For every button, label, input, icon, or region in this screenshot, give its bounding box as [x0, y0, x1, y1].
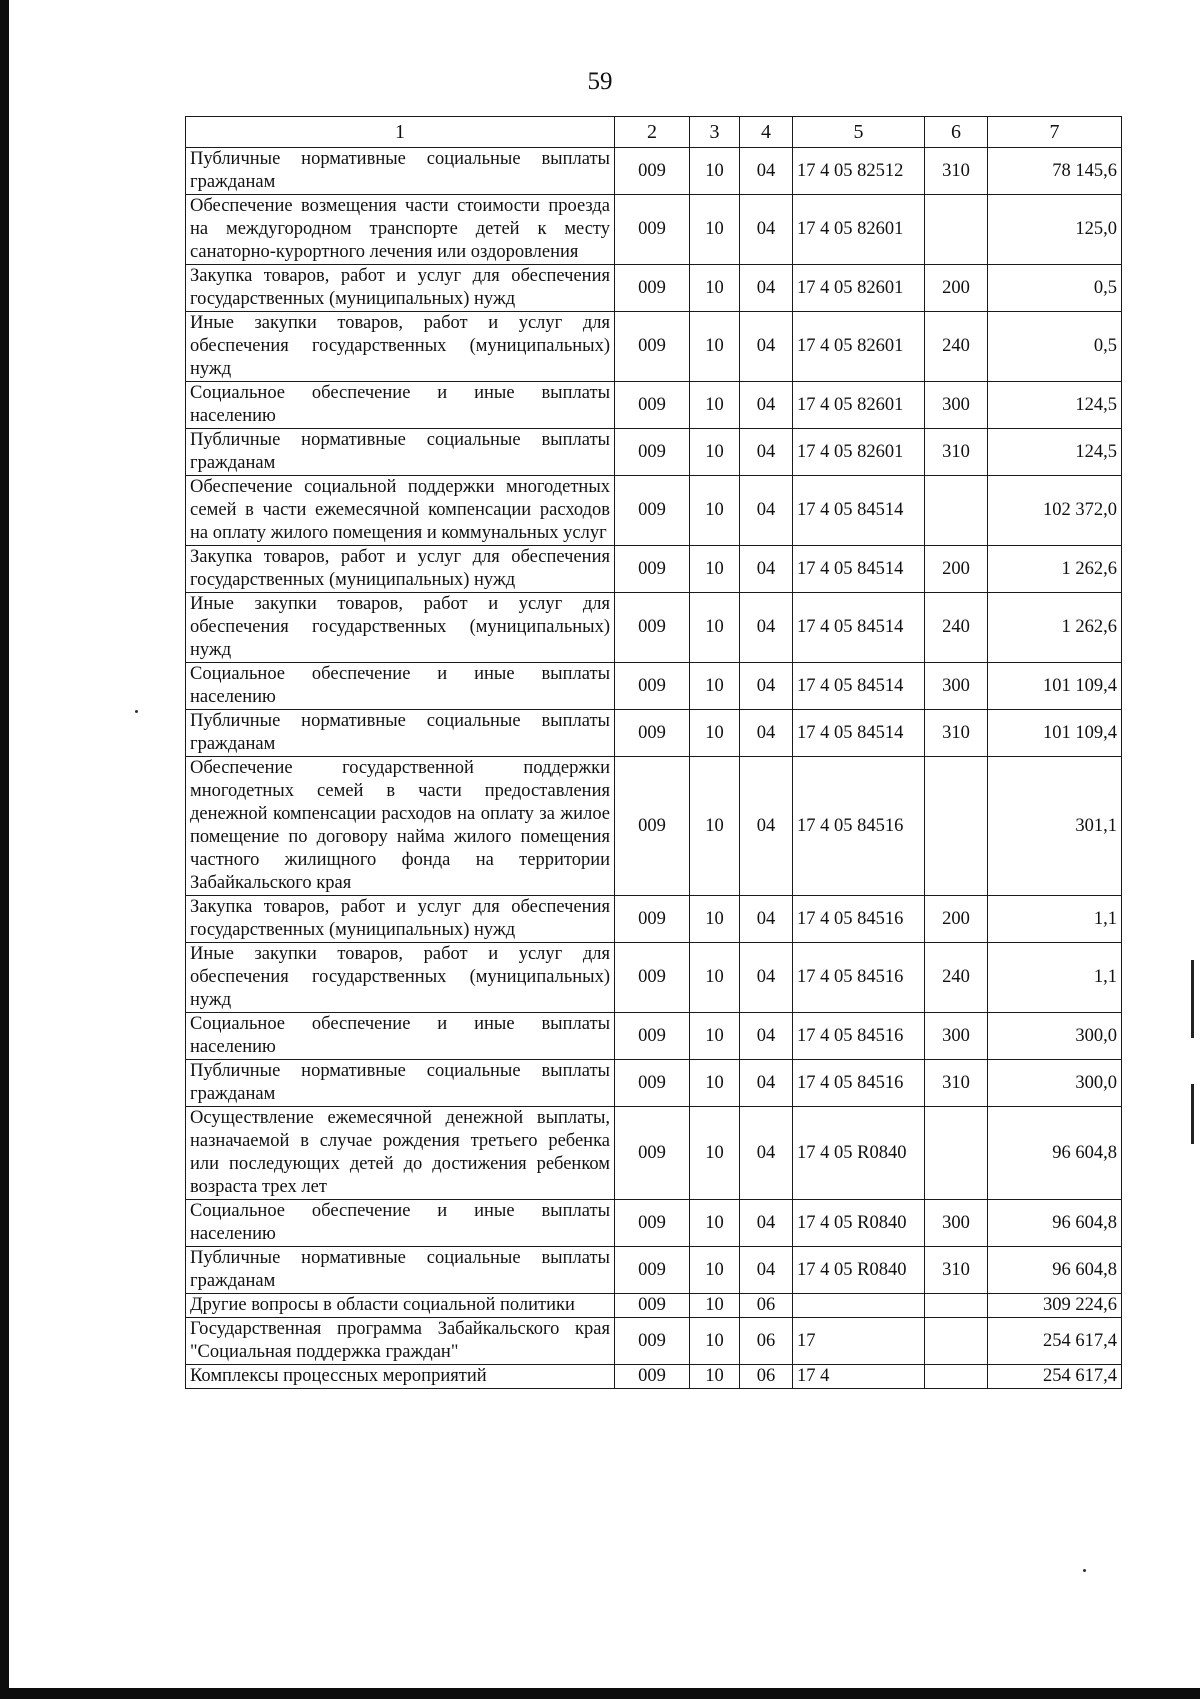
section-code-cell: 009 — [615, 1200, 690, 1247]
chapter-code-cell: 10 — [690, 710, 740, 757]
expense-type-cell: 240 — [925, 593, 988, 663]
amount-cell: 1,1 — [988, 896, 1122, 943]
amount-cell: 78 145,6 — [988, 148, 1122, 195]
table-row — [186, 265, 1122, 312]
row-name-cell: Обеспечение возмещения части стоимости проезда на междугородном транспорте детей к месту санаторно-курортного лечения или оздоровления — [186, 195, 615, 265]
amount-cell: 102 372,0 — [988, 476, 1122, 546]
subsection-code-cell: 04 — [740, 382, 793, 429]
target-article-cell: 17 4 05 R0840 — [793, 1247, 925, 1294]
subsection-code-cell: 04 — [740, 593, 793, 663]
column-header: 4 — [740, 117, 793, 148]
table-row — [186, 710, 1122, 757]
table-row — [186, 195, 1122, 265]
section-code-cell: 009 — [615, 1060, 690, 1107]
amount-cell: 96 604,8 — [988, 1107, 1122, 1200]
row-name-cell: Иные закупки товаров, работ и услуг для обеспечения государственных (муниципальных) нужд — [186, 593, 615, 663]
section-code-cell: 009 — [615, 593, 690, 663]
target-article-cell: 17 4 05 82601 — [793, 195, 925, 265]
chapter-code-cell: 10 — [690, 593, 740, 663]
subsection-code-cell: 04 — [740, 312, 793, 382]
table-row — [186, 429, 1122, 476]
amount-cell: 300,0 — [988, 1060, 1122, 1107]
amount-cell: 101 109,4 — [988, 663, 1122, 710]
expense-type-cell: 240 — [925, 943, 988, 1013]
target-article-cell — [793, 1294, 925, 1318]
column-header: 7 — [988, 117, 1122, 148]
section-code-cell: 009 — [615, 1247, 690, 1294]
target-article-cell: 17 4 05 84516 — [793, 943, 925, 1013]
row-name-cell: Закупка товаров, работ и услуг для обеспечения государственных (муниципальных) нужд — [186, 896, 615, 943]
expense-type-cell: 310 — [925, 1060, 988, 1107]
chapter-code-cell: 10 — [690, 312, 740, 382]
section-code-cell: 009 — [615, 476, 690, 546]
scan-speck — [135, 710, 138, 713]
amount-cell: 124,5 — [988, 382, 1122, 429]
chapter-code-cell: 10 — [690, 429, 740, 476]
expense-type-cell: 310 — [925, 429, 988, 476]
section-code-cell: 009 — [615, 1107, 690, 1200]
chapter-code-cell: 10 — [690, 1294, 740, 1318]
table-row — [186, 757, 1122, 896]
expense-type-cell: 300 — [925, 382, 988, 429]
header-row — [186, 117, 1122, 148]
section-code-cell: 009 — [615, 265, 690, 312]
chapter-code-cell: 10 — [690, 476, 740, 546]
row-name-cell: Обеспечение государственной поддержки многодетных семей в части предоставления денежной компенсации расходов на оплату за жилое помещение по договору найма жилого помещения частного жилищного фонда на территории Забайкальского края — [186, 757, 615, 896]
target-article-cell: 17 4 05 84516 — [793, 896, 925, 943]
expense-type-cell: 300 — [925, 1013, 988, 1060]
subsection-code-cell: 04 — [740, 195, 793, 265]
amount-cell: 96 604,8 — [988, 1200, 1122, 1247]
subsection-code-cell: 04 — [740, 546, 793, 593]
section-code-cell: 009 — [615, 1365, 690, 1389]
scan-mark — [1191, 1084, 1194, 1144]
subsection-code-cell: 04 — [740, 265, 793, 312]
table-row — [186, 1200, 1122, 1247]
expense-type-cell: 300 — [925, 1200, 988, 1247]
amount-cell: 301,1 — [988, 757, 1122, 896]
expense-type-cell — [925, 195, 988, 265]
table-row — [186, 1247, 1122, 1294]
row-name-cell: Публичные нормативные социальные выплаты гражданам — [186, 710, 615, 757]
amount-cell: 300,0 — [988, 1013, 1122, 1060]
subsection-code-cell: 04 — [740, 757, 793, 896]
section-code-cell: 009 — [615, 312, 690, 382]
chapter-code-cell: 10 — [690, 896, 740, 943]
chapter-code-cell: 10 — [690, 148, 740, 195]
scan-speck — [1083, 1569, 1086, 1572]
column-header: 2 — [615, 117, 690, 148]
target-article-cell: 17 4 05 84514 — [793, 546, 925, 593]
section-code-cell: 009 — [615, 382, 690, 429]
section-code-cell: 009 — [615, 1294, 690, 1318]
row-name-cell: Закупка товаров, работ и услуг для обеспечения государственных (муниципальных) нужд — [186, 265, 615, 312]
table-row — [186, 663, 1122, 710]
target-article-cell: 17 4 05 84516 — [793, 1013, 925, 1060]
section-code-cell: 009 — [615, 195, 690, 265]
chapter-code-cell: 10 — [690, 546, 740, 593]
table-row — [186, 476, 1122, 546]
section-code-cell: 009 — [615, 429, 690, 476]
amount-cell: 124,5 — [988, 429, 1122, 476]
subsection-code-cell: 04 — [740, 943, 793, 1013]
subsection-code-cell: 04 — [740, 1247, 793, 1294]
amount-cell: 254 617,4 — [988, 1365, 1122, 1389]
expense-type-cell: 200 — [925, 265, 988, 312]
row-name-cell: Социальное обеспечение и иные выплаты населению — [186, 382, 615, 429]
table-row — [186, 546, 1122, 593]
scan-mark — [1191, 960, 1194, 1038]
expense-type-cell: 310 — [925, 710, 988, 757]
amount-cell: 309 224,6 — [988, 1294, 1122, 1318]
subsection-code-cell: 04 — [740, 1013, 793, 1060]
target-article-cell: 17 4 05 82512 — [793, 148, 925, 195]
section-code-cell: 009 — [615, 943, 690, 1013]
column-header: 3 — [690, 117, 740, 148]
table-row — [186, 1060, 1122, 1107]
section-code-cell: 009 — [615, 896, 690, 943]
expense-type-cell: 310 — [925, 1247, 988, 1294]
chapter-code-cell: 10 — [690, 1318, 740, 1365]
target-article-cell: 17 4 05 84514 — [793, 663, 925, 710]
table-row — [186, 1013, 1122, 1060]
chapter-code-cell: 10 — [690, 757, 740, 896]
target-article-cell: 17 4 05 82601 — [793, 265, 925, 312]
target-article-cell: 17 — [793, 1318, 925, 1365]
expense-type-cell: 200 — [925, 546, 988, 593]
chapter-code-cell: 10 — [690, 1365, 740, 1389]
section-code-cell: 009 — [615, 1318, 690, 1365]
target-article-cell: 17 4 05 82601 — [793, 312, 925, 382]
subsection-code-cell: 04 — [740, 710, 793, 757]
table-row — [186, 1294, 1122, 1318]
table-row — [186, 1318, 1122, 1365]
target-article-cell: 17 4 05 84514 — [793, 593, 925, 663]
table-row — [186, 382, 1122, 429]
expense-type-cell: 300 — [925, 663, 988, 710]
target-article-cell: 17 4 05 R0840 — [793, 1200, 925, 1247]
section-code-cell: 009 — [615, 1013, 690, 1060]
chapter-code-cell: 10 — [690, 943, 740, 1013]
subsection-code-cell: 04 — [740, 663, 793, 710]
row-name-cell: Другие вопросы в области социальной политики — [186, 1294, 615, 1318]
row-name-cell: Комплексы процессных мероприятий — [186, 1365, 615, 1389]
amount-cell: 96 604,8 — [988, 1247, 1122, 1294]
amount-cell: 254 617,4 — [988, 1318, 1122, 1365]
subsection-code-cell: 04 — [740, 148, 793, 195]
row-name-cell: Осуществление ежемесячной денежной выплаты, назначаемой в случае рождения третьего ребенка или последующих детей до достижения ребенком возраста трех лет — [186, 1107, 615, 1200]
subsection-code-cell: 04 — [740, 1200, 793, 1247]
row-name-cell: Публичные нормативные социальные выплаты гражданам — [186, 148, 615, 195]
target-article-cell: 17 4 05 84516 — [793, 1060, 925, 1107]
chapter-code-cell: 10 — [690, 1013, 740, 1060]
row-name-cell: Государственная программа Забайкальского края "Социальная поддержка граждан" — [186, 1318, 615, 1365]
section-code-cell: 009 — [615, 710, 690, 757]
row-name-cell: Иные закупки товаров, работ и услуг для обеспечения государственных (муниципальных) нужд — [186, 943, 615, 1013]
section-code-cell: 009 — [615, 757, 690, 896]
row-name-cell: Публичные нормативные социальные выплаты гражданам — [186, 1247, 615, 1294]
chapter-code-cell: 10 — [690, 1060, 740, 1107]
expense-type-cell — [925, 1318, 988, 1365]
expense-type-cell: 240 — [925, 312, 988, 382]
chapter-code-cell: 10 — [690, 1107, 740, 1200]
subsection-code-cell: 06 — [740, 1318, 793, 1365]
scan-bottom-border — [0, 1688, 1200, 1699]
row-name-cell: Обеспечение социальной поддержки многодетных семей в части ежемесячной компенсации расходов на оплату жилого помещения и коммунальных услуг — [186, 476, 615, 546]
amount-cell: 1 262,6 — [988, 546, 1122, 593]
subsection-code-cell: 04 — [740, 896, 793, 943]
amount-cell: 1 262,6 — [988, 593, 1122, 663]
expense-type-cell: 200 — [925, 896, 988, 943]
amount-cell: 0,5 — [988, 265, 1122, 312]
chapter-code-cell: 10 — [690, 1247, 740, 1294]
target-article-cell: 17 4 05 84516 — [793, 757, 925, 896]
expense-type-cell — [925, 757, 988, 896]
target-article-cell: 17 4 05 82601 — [793, 382, 925, 429]
subsection-code-cell: 04 — [740, 429, 793, 476]
row-name-cell: Закупка товаров, работ и услуг для обеспечения государственных (муниципальных) нужд — [186, 546, 615, 593]
table-row — [186, 593, 1122, 663]
column-header: 1 — [186, 117, 615, 148]
subsection-code-cell: 06 — [740, 1294, 793, 1318]
subsection-code-cell: 06 — [740, 1365, 793, 1389]
amount-cell: 101 109,4 — [988, 710, 1122, 757]
column-header: 6 — [925, 117, 988, 148]
chapter-code-cell: 10 — [690, 265, 740, 312]
table-row — [186, 943, 1122, 1013]
section-code-cell: 009 — [615, 148, 690, 195]
target-article-cell: 17 4 05 84514 — [793, 710, 925, 757]
expense-type-cell — [925, 1365, 988, 1389]
scan-left-border — [0, 0, 9, 1699]
row-name-cell: Социальное обеспечение и иные выплаты населению — [186, 1200, 615, 1247]
row-name-cell: Социальное обеспечение и иные выплаты населению — [186, 1013, 615, 1060]
subsection-code-cell: 04 — [740, 476, 793, 546]
subsection-code-cell: 04 — [740, 1060, 793, 1107]
row-name-cell: Иные закупки товаров, работ и услуг для обеспечения государственных (муниципальных) нужд — [186, 312, 615, 382]
expense-type-cell — [925, 476, 988, 546]
page-number: 59 — [587, 68, 613, 95]
row-name-cell: Социальное обеспечение и иные выплаты населению — [186, 663, 615, 710]
expense-type-cell: 310 — [925, 148, 988, 195]
target-article-cell: 17 4 05 R0840 — [793, 1107, 925, 1200]
chapter-code-cell: 10 — [690, 1200, 740, 1247]
amount-cell: 0,5 — [988, 312, 1122, 382]
section-code-cell: 009 — [615, 663, 690, 710]
chapter-code-cell: 10 — [690, 195, 740, 265]
amount-cell: 1,1 — [988, 943, 1122, 1013]
column-header: 5 — [793, 117, 925, 148]
table-row — [186, 896, 1122, 943]
target-article-cell: 17 4 05 82601 — [793, 429, 925, 476]
expense-type-cell — [925, 1107, 988, 1200]
budget-table — [185, 116, 1122, 1389]
section-code-cell: 009 — [615, 546, 690, 593]
table-row — [186, 1365, 1122, 1389]
amount-cell: 125,0 — [988, 195, 1122, 265]
row-name-cell: Публичные нормативные социальные выплаты гражданам — [186, 429, 615, 476]
expense-type-cell — [925, 1294, 988, 1318]
table-row — [186, 1107, 1122, 1200]
target-article-cell: 17 4 — [793, 1365, 925, 1389]
table-row — [186, 312, 1122, 382]
chapter-code-cell: 10 — [690, 382, 740, 429]
row-name-cell: Публичные нормативные социальные выплаты гражданам — [186, 1060, 615, 1107]
target-article-cell: 17 4 05 84514 — [793, 476, 925, 546]
table-row — [186, 148, 1122, 195]
subsection-code-cell: 04 — [740, 1107, 793, 1200]
table-body — [186, 148, 1122, 1389]
chapter-code-cell: 10 — [690, 663, 740, 710]
